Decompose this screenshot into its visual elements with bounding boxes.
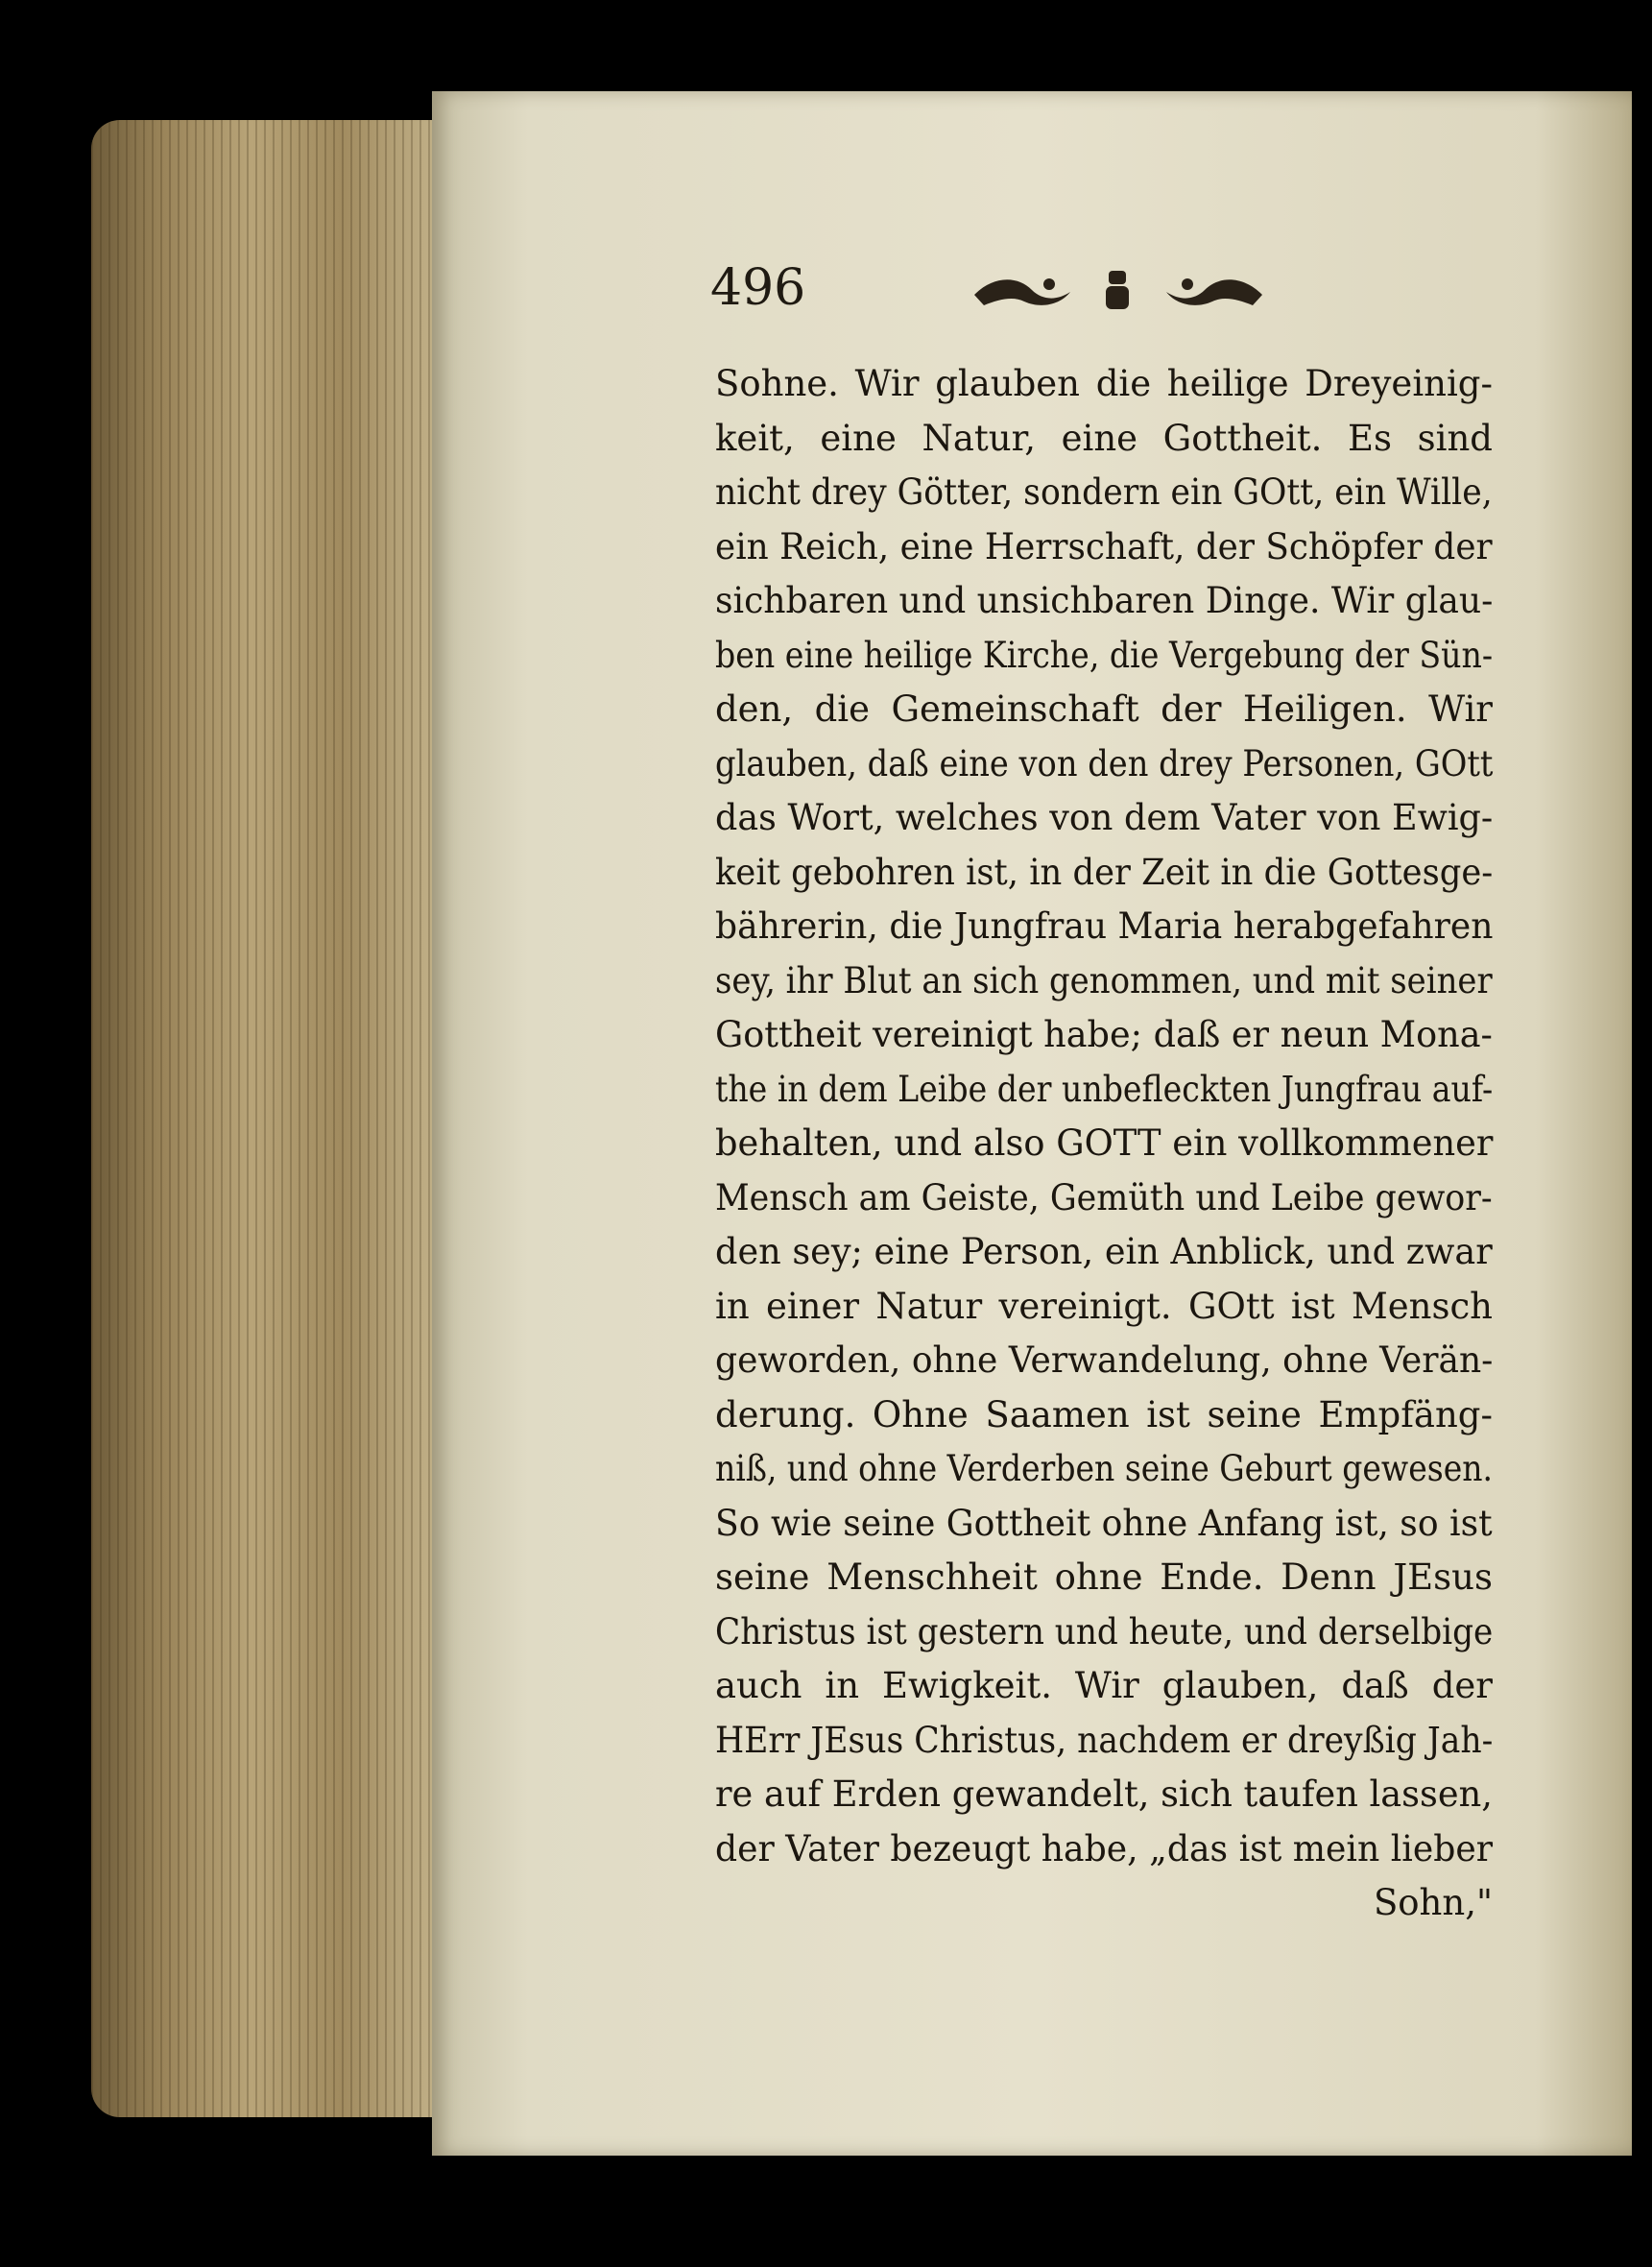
text-line: Sohne. Wir glauben die heilige Dreyeinig- bbox=[715, 363, 1493, 404]
text-line: ein Reich, eine Herrschaft, der Schöpfer der bbox=[715, 525, 1493, 567]
text-line: re auf Erden gewandelt, sich taufen lassen, bbox=[715, 1773, 1493, 1815]
text-line: das Wort, welches von dem Vater von Ewig- bbox=[715, 797, 1494, 838]
ornament-icon bbox=[965, 261, 1272, 319]
text-line: Mensch am Geiste, Gemüth und Leibe gewor- bbox=[715, 1176, 1493, 1218]
text-line: bährerin, die Jungfrau Maria herabgefahren bbox=[715, 905, 1494, 947]
catchword: Sohn," bbox=[1373, 1882, 1493, 1923]
text-line: auch in Ewigkeit. Wir glauben, daß der bbox=[715, 1665, 1493, 1706]
text-line: seine Menschheit ohne Ende. Denn JEsus bbox=[715, 1556, 1493, 1598]
text-line: behalten, und also GOTT ein vollkommener bbox=[715, 1122, 1494, 1164]
text-line: nicht drey Götter, sondern ein GOtt, ein Wille, bbox=[715, 471, 1493, 513]
text-line: ben eine heilige Kirche, die Vergebung der Sün- bbox=[715, 634, 1494, 676]
text-line: derung. Ohne Saamen ist seine Empfäng- bbox=[715, 1393, 1493, 1435]
body-text bbox=[715, 357, 1493, 1931]
text-line: glauben, daß eine von den drey Personen, GOtt bbox=[715, 742, 1494, 784]
text-line: niß, und ohne Verderben seine Geburt gewesen. bbox=[715, 1448, 1494, 1489]
text-line: the in dem Leibe der unbefleckten Jungfrau auf- bbox=[715, 1068, 1494, 1110]
text-line: HErr JEsus Christus, nachdem er dreyßig Jah- bbox=[715, 1719, 1494, 1761]
text-line: keit gebohren ist, in der Zeit in die Gottesge- bbox=[715, 851, 1494, 893]
text-line: So wie seine Gottheit ohne Anfang ist, so ist bbox=[715, 1502, 1493, 1544]
text-line: Christus ist gestern und heute, und derselbige bbox=[715, 1610, 1494, 1652]
text-line: den, die Gemeinschaft der Heiligen. Wir bbox=[715, 688, 1493, 730]
text-line: keit, eine Natur, eine Gottheit. Es sind bbox=[715, 417, 1493, 459]
text-line: Gottheit vereinigt habe; daß er neun Mona- bbox=[715, 1014, 1493, 1055]
text-line: geworden, ohne Verwandelung, ohne Verän- bbox=[715, 1339, 1494, 1381]
text-line: sichbaren und unsichbaren Dinge. Wir glau- bbox=[715, 580, 1494, 621]
page-edges bbox=[91, 120, 446, 2117]
text-line: der Vater bezeugt habe, „das ist mein lieber bbox=[715, 1827, 1494, 1869]
text-line: sey, ihr Blut an sich genommen, und mit seiner bbox=[715, 959, 1493, 1001]
text-line: den sey; eine Person, ein Anblick, und zwar bbox=[715, 1231, 1493, 1272]
text-line: in einer Natur vereinigt. GOtt ist Mensch bbox=[715, 1285, 1493, 1327]
page-number: 496 bbox=[710, 259, 806, 317]
